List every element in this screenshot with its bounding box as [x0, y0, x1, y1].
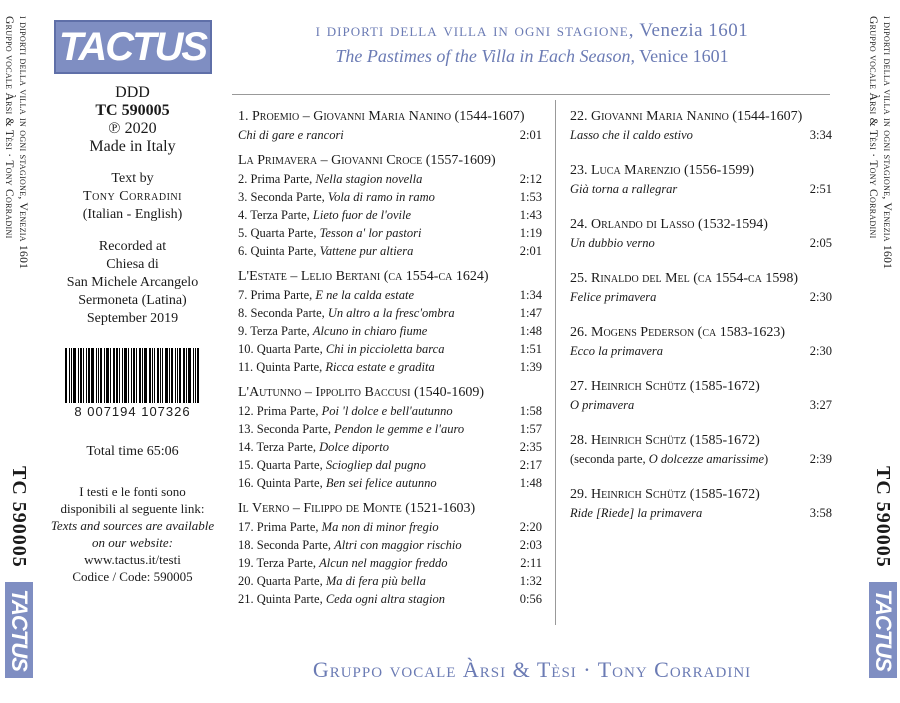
notice-line: I testi e le fonti sono — [79, 484, 186, 499]
track-incipit: Un dubbio verno — [570, 236, 655, 250]
barcode-bar — [110, 348, 111, 403]
spine-line-2-right: Gruppo vocale Àrsi & Tèsi · Tony Corradini — [867, 16, 879, 239]
spine-title — [2, 16, 30, 346]
info-column — [40, 20, 225, 585]
website-link[interactable]: www.tactus.it/testi — [84, 552, 181, 567]
track-title — [570, 450, 768, 468]
performers-footer: Gruppo vocale Àrsi & Tèsi · Tony Corradini — [312, 657, 752, 682]
barcode-bar — [91, 348, 94, 403]
track-row — [238, 340, 542, 358]
track-duration: 1:34 — [519, 288, 542, 302]
track-title — [238, 126, 344, 144]
barcode-bar — [160, 348, 161, 403]
track-composer: 25. Rinaldo del Mel (ca 1554-ca 1598) — [570, 271, 799, 286]
track-duration: 2:12 — [519, 172, 542, 186]
track-duration: 2:35 — [519, 440, 542, 454]
track-incipit: Altri con maggior rischio — [334, 538, 462, 552]
barcode-bar — [195, 348, 196, 403]
track-duration: 1:32 — [519, 574, 542, 588]
track-part: 17. Prima Parte, — [238, 520, 322, 534]
barcode-number: 8 007194 107326 — [74, 404, 191, 419]
track-part: 13. Seconda Parte, — [238, 422, 335, 436]
track-composer: 28. Heinrich Schütz (1585-1672) — [570, 433, 760, 448]
track-row — [238, 536, 542, 554]
track-duration: 0:56 — [519, 592, 542, 606]
track-incipit: Ride [Riede] la primavera — [570, 506, 703, 520]
track-incipit: Ma di fera più bella — [325, 574, 426, 588]
track-duration: 1:48 — [519, 476, 542, 490]
notice-line: disponibili al seguente link: — [60, 501, 205, 516]
track-group — [238, 268, 542, 376]
track-title — [570, 504, 702, 522]
track-title — [238, 474, 437, 492]
barcode-bar — [83, 348, 84, 403]
track-duration: 3:58 — [809, 506, 832, 520]
track-incipit: Vola di ramo in ramo — [327, 190, 435, 204]
track-row — [238, 420, 542, 438]
recorded-line: Chiesa di — [106, 257, 159, 272]
track-title — [238, 402, 453, 420]
album-subtitle-main: The Pastimes of the Villa in Each Season, — [335, 46, 635, 66]
barcode-bar — [169, 348, 170, 403]
barcode-bar — [100, 348, 102, 403]
track-duration: 3:34 — [809, 128, 832, 142]
barcode-bar — [124, 348, 127, 403]
track-title — [238, 224, 421, 242]
track-incipit: Poi 'l dolce e bell'autunno — [321, 404, 453, 418]
track-composer: 23. Luca Marenzio (1556-1599) — [570, 163, 754, 178]
track-incipit: Ricca estate e gradita — [325, 360, 435, 374]
track-row — [238, 304, 542, 322]
track-incipit: Un altro a la fresc'ombra — [327, 306, 455, 320]
track-row — [570, 234, 832, 252]
track-duration: 1:57 — [519, 422, 542, 436]
track-incipit: Pendon le gemme e l'auro — [334, 422, 465, 436]
barcode-bar — [73, 348, 76, 403]
barcode-bar — [86, 348, 87, 403]
barcode-bar — [142, 348, 143, 403]
track-row — [238, 456, 542, 474]
track-part: 11. Quinta Parte, — [238, 360, 326, 374]
barcode-bar — [116, 348, 118, 403]
track-row — [238, 402, 542, 420]
track-title — [238, 572, 426, 590]
track-title — [238, 206, 411, 224]
column-divider — [555, 100, 556, 625]
barcode-bar — [157, 348, 159, 403]
track-title — [238, 536, 462, 554]
track-part: 21. Quinta Parte, — [238, 592, 326, 606]
track-title — [238, 286, 414, 304]
barcode-bar — [113, 348, 115, 403]
track-row — [570, 504, 832, 522]
barcode-bar — [104, 348, 105, 403]
recorded-line: Recorded at — [98, 239, 167, 254]
track-part: 19. Terza Parte, — [238, 556, 320, 570]
track-row — [238, 286, 542, 304]
track-title — [238, 322, 427, 340]
track-duration: 1:19 — [519, 226, 542, 240]
notice-line: Texts and sources are available — [50, 518, 215, 533]
track-title — [570, 288, 656, 306]
track-group-title: Il Verno – Filippo de Monte (1521-1603) — [238, 501, 476, 516]
track-incipit: E ne la calda estate — [315, 288, 415, 302]
tracklist-left — [238, 108, 542, 616]
track-incipit: Ma non di minor fregio — [321, 520, 439, 534]
barcode-bar — [78, 348, 79, 403]
track-composer: 22. Giovanni Maria Nanino (1544-1607) — [570, 109, 803, 124]
track-group-title: L'Estate – Lelio Bertani (ca 1554-ca 1624) — [238, 269, 489, 284]
track-duration: 1:47 — [519, 306, 542, 320]
track-entry — [570, 378, 832, 414]
barcode-bar — [171, 348, 173, 403]
barcode-bar — [88, 348, 90, 403]
track-title — [238, 340, 444, 358]
track-incipit: O primavera — [570, 398, 635, 412]
track-group — [238, 500, 542, 608]
track-title — [570, 396, 634, 414]
track-row — [238, 126, 542, 144]
track-row — [238, 322, 542, 340]
track-title — [238, 518, 439, 536]
track-duration: 2:11 — [520, 556, 542, 570]
spine-logo-text-right: TACTUS — [871, 589, 896, 671]
track-duration: 1:48 — [519, 324, 542, 338]
barcode-bar — [122, 348, 123, 403]
track-title — [570, 342, 663, 360]
track-incipit: Alcuno in chiaro fiume — [312, 324, 428, 338]
track-title — [238, 170, 422, 188]
track-incipit: Vattene pur altiera — [319, 244, 414, 258]
track-row — [570, 126, 832, 144]
notice-line: on our website: — [92, 535, 173, 550]
album-subtitle-place: Venice 1601 — [639, 46, 729, 66]
barcode-bar — [139, 348, 141, 403]
track-row — [238, 188, 542, 206]
track-title — [238, 456, 426, 474]
track-part: 15. Quarta Parte, — [238, 458, 326, 472]
barcode-bar — [197, 348, 199, 403]
barcode-bar — [65, 348, 67, 403]
track-title — [238, 590, 445, 608]
track-incipit: Felice primavera — [570, 290, 657, 304]
track-title — [238, 554, 448, 572]
track-duration: 2:01 — [519, 128, 542, 142]
barcode-bar — [96, 348, 97, 403]
track-duration: 2:17 — [519, 458, 542, 472]
barcode-bar — [186, 348, 187, 403]
track-incipit: Nella stagion novella — [315, 172, 423, 186]
barcode-bar — [177, 348, 178, 403]
track-row — [570, 342, 832, 360]
track-row — [238, 438, 542, 456]
track-incipit: Ceda ogni altra stagion — [325, 592, 445, 606]
track-row — [238, 358, 542, 376]
track-incipit: Lieto fuor de l'ovile — [312, 208, 412, 222]
track-part: 2. Prima Parte, — [238, 172, 316, 186]
track-incipit: Lasso che il caldo estivo — [570, 128, 693, 142]
spine-catalog: TC 590005 — [8, 466, 30, 568]
barcode-bar — [152, 348, 153, 403]
track-incipit: Dolce diporto — [319, 440, 389, 454]
barcode-bar — [80, 348, 82, 403]
track-part: 9. Terza Parte, — [238, 324, 313, 338]
album-header — [232, 20, 832, 67]
track-composer: 27. Heinrich Schütz (1585-1672) — [570, 379, 760, 394]
barcode-bars — [53, 348, 213, 403]
track-duration: 2:51 — [809, 182, 832, 196]
track-row — [238, 170, 542, 188]
track-incipit: Alcun nel maggior freddo — [319, 556, 448, 570]
track-part: 3. Seconda Parte, — [238, 190, 328, 204]
track-group — [238, 108, 542, 144]
track-duration: 2:30 — [809, 344, 832, 358]
spine-logo-text: TACTUS — [7, 589, 32, 671]
track-incipit: Tesson a' lor pastori — [319, 226, 422, 240]
track-entry — [570, 270, 832, 306]
recording-info — [40, 238, 225, 328]
track-part: 5. Quarta Parte, — [238, 226, 320, 240]
recorded-line: Sermoneta (Latina) — [78, 293, 187, 308]
track-incipit: Sciogliер dal pugno — [325, 458, 426, 472]
track-group-title: L'Autunno – Ippolito Baccusi (1540-1609) — [238, 385, 484, 400]
barcode-bar — [136, 348, 137, 403]
track-incipit: Ben sei felice autunno — [325, 476, 437, 490]
made-in: Made in Italy — [89, 138, 176, 155]
track-part: 12. Prima Parte, — [238, 404, 322, 418]
barcode-bar — [183, 348, 185, 403]
barcode-bar — [193, 348, 194, 403]
track-duration: 2:01 — [519, 244, 542, 258]
track-group-title: 1. Proemio – Giovanni Maria Nanino (1544-1607) — [238, 109, 525, 124]
barcode-bar — [106, 348, 109, 403]
track-part: 6. Quinta Parte, — [238, 244, 320, 258]
track-duration: 1:51 — [519, 342, 542, 356]
track-composer: 24. Orlando di Lasso (1532-1594) — [570, 217, 768, 232]
track-title — [570, 234, 655, 252]
spine-catalog-right: TC 590005 — [872, 466, 894, 568]
track-incipit: Chi di gare e rancori — [238, 128, 344, 142]
track-row — [238, 590, 542, 608]
track-duration: 2:03 — [519, 538, 542, 552]
track-composer: 29. Heinrich Schütz (1585-1672) — [570, 487, 760, 502]
track-duration: 1:39 — [519, 360, 542, 374]
spine-line-2: Gruppo vocale Àrsi & Tèsi · Tony Corradini — [3, 16, 15, 239]
track-row — [238, 572, 542, 590]
track-title — [238, 242, 413, 260]
album-title-place: Venezia 1601 — [639, 20, 749, 41]
texts-notice — [40, 483, 225, 585]
track-duration: 2:30 — [809, 290, 832, 304]
left-spine — [0, 0, 36, 703]
track-row — [238, 206, 542, 224]
track-incipit: Già torna a rallegrar — [570, 182, 678, 196]
track-row — [238, 554, 542, 572]
track-row — [570, 396, 832, 414]
track-row — [570, 450, 832, 468]
track-incipit: O dolcezze amarissime — [648, 452, 765, 466]
phonogram-year: ℗ 2020 — [108, 120, 157, 137]
track-entry — [570, 216, 832, 252]
right-spine — [864, 0, 900, 703]
album-subtitle — [232, 46, 832, 67]
spine-logo — [5, 582, 33, 678]
barcode-bar — [144, 348, 147, 403]
barcode-bar — [149, 348, 151, 403]
track-entry — [570, 432, 832, 468]
track-row — [238, 474, 542, 492]
product-code: Codice / Code: 590005 — [72, 569, 193, 584]
text-languages: (Italian - English) — [82, 207, 183, 222]
spine-title-right — [866, 16, 894, 346]
track-row — [570, 288, 832, 306]
barcode-bar — [154, 348, 155, 403]
track-duration: 1:58 — [519, 404, 542, 418]
track-part: 20. Quarta Parte, — [238, 574, 326, 588]
track-title — [238, 358, 435, 376]
track-part: 10. Quarta Parte, — [238, 342, 326, 356]
track-duration: 2:39 — [809, 452, 832, 466]
barcode-bar — [98, 348, 99, 403]
barcode-bar — [131, 348, 132, 403]
track-note: (seconda parte, — [570, 452, 649, 466]
spine-line-1: i diporti della villa in ogni stagione, Venezia 1601 — [17, 16, 29, 270]
barcode — [53, 348, 213, 421]
tactus-logo: TACTUS — [54, 20, 212, 74]
track-title — [570, 180, 677, 198]
track-group-title: La Primavera – Giovanni Croce (1557-1609) — [238, 153, 496, 168]
track-row — [570, 180, 832, 198]
track-entry — [570, 108, 832, 144]
tracklist-right — [570, 108, 832, 540]
track-row — [238, 518, 542, 536]
recorded-line: September 2019 — [86, 311, 179, 326]
text-credit — [40, 170, 225, 224]
track-part: 16. Quinta Parte, — [238, 476, 326, 490]
album-title — [232, 20, 832, 42]
track-group — [238, 384, 542, 492]
track-composer: 26. Mogens Pederson (ca 1583-1623) — [570, 325, 786, 340]
barcode-bar — [188, 348, 191, 403]
ddd-label: DDD — [115, 84, 150, 101]
barcode-bar — [133, 348, 135, 403]
spine-logo-right — [869, 582, 897, 678]
track-part: 8. Seconda Parte, — [238, 306, 328, 320]
track-duration: 2:05 — [809, 236, 832, 250]
track-title — [570, 126, 693, 144]
total-time: Total time 65:06 — [86, 444, 179, 459]
track-title — [238, 438, 389, 456]
track-duration: 1:53 — [519, 190, 542, 204]
recorded-line: San Michele Arcangelo — [66, 275, 199, 290]
track-part: 7. Prima Parte, — [238, 288, 316, 302]
text-by-label: Text by — [111, 171, 154, 186]
track-incipit: Ecco la primavera — [570, 344, 664, 358]
track-entry — [570, 486, 832, 522]
track-part: 14. Terza Parte, — [238, 440, 320, 454]
track-incipit: Chi in piccioletta barca — [325, 342, 445, 356]
track-note: ) — [764, 452, 769, 466]
barcode-bar — [179, 348, 181, 403]
catalog-number: TC 590005 — [95, 102, 170, 119]
track-part: 18. Seconda Parte, — [238, 538, 335, 552]
track-row — [238, 242, 542, 260]
barcode-bar — [69, 348, 70, 403]
barcode-bar — [119, 348, 120, 403]
track-duration: 3:27 — [809, 398, 832, 412]
barcode-bar — [165, 348, 168, 403]
track-duration: 1:43 — [519, 208, 542, 222]
barcode-bar — [71, 348, 72, 403]
barcode-bar — [128, 348, 129, 403]
text-author: Tony Corradini — [83, 189, 182, 204]
track-title — [238, 188, 435, 206]
barcode-bar — [162, 348, 163, 403]
album-title-main: i diporti della villa in ogni stagione, — [315, 20, 635, 41]
track-part: 4. Terza Parte, — [238, 208, 313, 222]
track-title — [238, 420, 464, 438]
spine-line-1-right: i diporti della villa in ogni stagione, Venezia 1601 — [881, 16, 893, 270]
barcode-bar — [175, 348, 176, 403]
track-entry — [570, 162, 832, 198]
track-row — [238, 224, 542, 242]
track-duration: 2:20 — [519, 520, 542, 534]
track-title — [238, 304, 455, 322]
track-group — [238, 152, 542, 260]
header-divider — [232, 94, 830, 95]
track-entry — [570, 324, 832, 360]
